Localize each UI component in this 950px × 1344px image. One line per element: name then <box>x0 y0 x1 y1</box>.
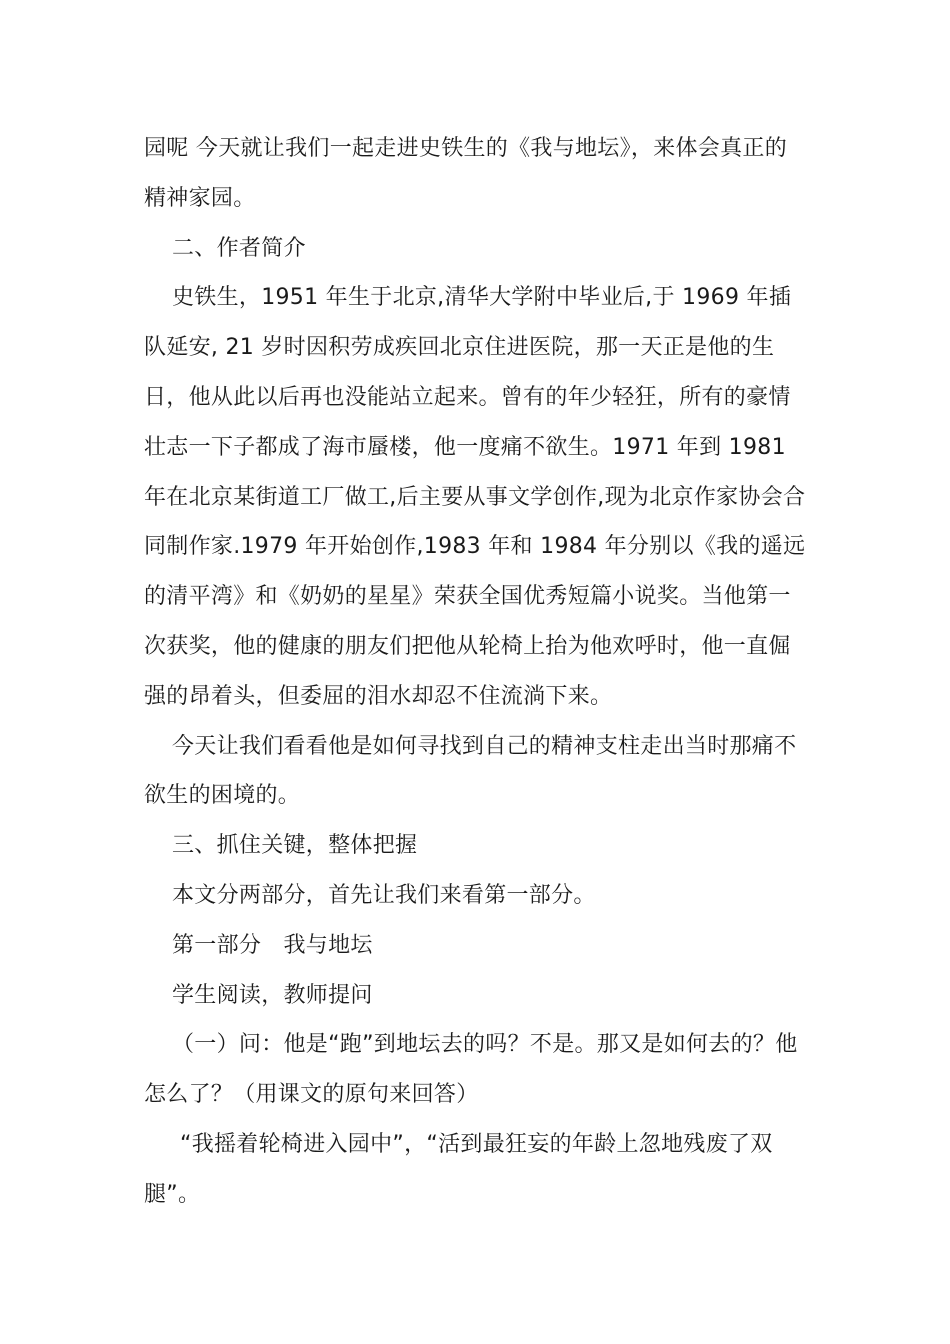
paragraph-structure: 本文分两部分，首先让我们来看第一部分。 <box>172 882 596 908</box>
heading-key-points: 三、抓住关键，整体把握 <box>172 833 418 859</box>
paragraph-author-bio: 史铁生，1951 年生于北京,清华大学附中毕业后,于 1969 年插队延安, 21 岁时因积劳成疾回北京住进医院，那一天正是他的生日，他从此以后再也没能站立起来。曾有的年少轻狂，所有的豪情壮志一下子都成了海市蜃楼，他一度痛不欲生。1971 年到 1981 年在北京某街道工厂做工,后主要从事文学创作,现为北京作家协会合同制作家.1979 年开始创作,1983 年和 1984 年分别以《我的遥远的清平湾》和《奶奶的星星》荣获全国优秀短篇小说奖。当他第一次获奖，他的健康的朋友们把他从轮椅上抬为他欢呼时，他一直倔强的昂着头，但委屈的泪水却忍不住流淌下来。 <box>144 285 806 709</box>
paragraph-opening: 园呢 今天就让我们一起走进史铁生的《我与地坛》，来体会真正的精神家园。 <box>144 136 787 211</box>
document-page <box>144 124 808 1220</box>
paragraph-answer-quote: “我摇着轮椅进入园中”，“活到最狂妄的年龄上忽地残废了双腿”。 <box>144 1131 773 1207</box>
paragraph-activity: 学生阅读，教师提问 <box>172 982 373 1008</box>
paragraph-question-one: （一）问：他是“跑”到地坛去的吗？不是。那又是如何去的？他怎么了？（用课文的原句来回答） <box>144 1032 798 1108</box>
heading-part-one: 第一部分 我与地坛 <box>172 932 373 958</box>
paragraph-transition: 今天让我们看看他是如何寻找到自己的精神支柱走出当时那痛不欲生的困境的。 <box>144 733 797 809</box>
heading-author-intro: 二、作者简介 <box>172 235 306 261</box>
